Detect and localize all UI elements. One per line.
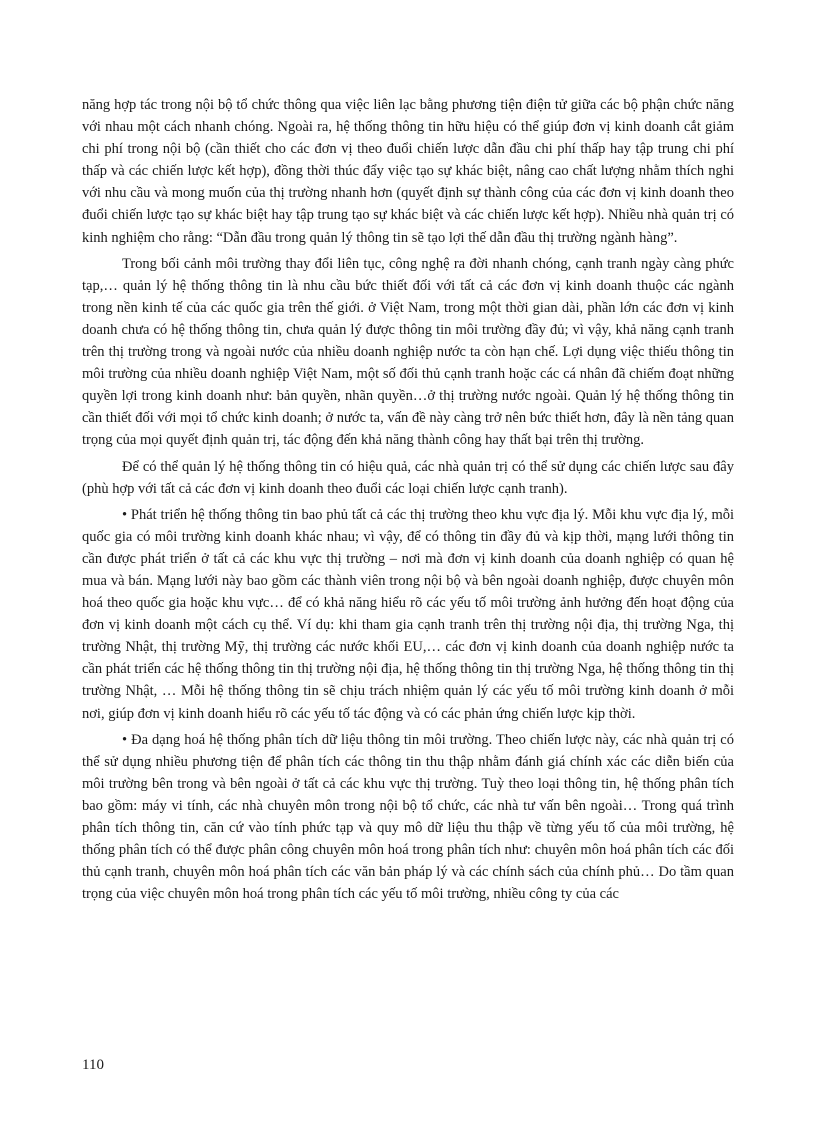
body-text <box>82 94 734 909</box>
bullet-paragraph-1: • Phát triển hệ thống thông tin bao phủ tất cả các thị trường theo khu vực địa lý. Mỗi khu vực địa lý, mỗi quốc gia có môi trường kinh doanh khác nhau; vì vậy, để có thông tin đầy đủ và kịp thời, mạng lưới thông tin cần được phát triển ở tất cả các khu vực thị trường – nơi mà đơn vị kinh doanh của doanh nghiệp có quan hệ mua và bán. Mạng lưới này bao gồm các thành viên trong nội bộ và bên ngoài doanh nghiệp, được chuyên môn hoá theo quốc gia hoặc khu vực… để có khả năng hiểu rõ các yếu tố môi trường ảnh hưởng đến hoạt động của đơn vị kinh doanh một cách cụ thể. Ví dụ: khi tham gia cạnh tranh trên thị trường nội địa, thị trường Nga, thị trường Nhật, thị trường Mỹ, thị trường các nước khối EU,… các đơn vị kinh doanh của doanh nghiệp nước ta cần phát triển các hệ thống thông tin thị trường nội địa, hệ thống thông tin thị trường Nga, hệ thống thông tin thị trường Nhật, … Mỗi hệ thống thông tin sẽ chịu trách nhiệm quản lý các yếu tố môi trường kinh doanh ở mỗi nơi, giúp đơn vị kinh doanh hiểu rõ các yếu tố tác động và có các phản ứng chiến lược kịp thời. <box>82 506 734 722</box>
paragraph-3: Để có thể quản lý hệ thống thông tin có hiệu quả, các nhà quản trị có thể sử dụng các chiến lược sau đây (phù hợp với tất cả các đơn vị kinh doanh theo đuổi các loại chiến lược cạnh tranh). <box>82 458 734 497</box>
paragraph-1: năng hợp tác trong nội bộ tổ chức thông qua việc liên lạc bằng phương tiện điện tử giữa các bộ phận chức năng với nhau một cách nhanh chóng. Ngoài ra, hệ thống thông tin hữu hiệu có thể giúp đơn vị kinh doanh cắt giảm chi phí trong nội bộ (cần thiết cho các đơn vị theo đuổi chiến lược dẫn đầu chi phí thấp hay tập trung chi phí thấp và các chiến lược kết hợp), đồng thời thúc đẩy việc tạo sự khác biệt, nâng cao chất lượng nhằm thích nghi với nhu cầu và mong muốn của thị trường nhanh hơn (quyết định sự thành công của các đơn vị kinh doanh theo đuổi chiến lược tạo sự khác biệt hay tập trung tạo sự khác biệt và các chiến lược kết hợp). Nhiều nhà quản trị có kinh nghiệm cho rằng: “Dẫn đầu trong quản lý thông tin sẽ tạo lợi thế dẫn đầu thị trường ngành hàng”. <box>82 97 734 246</box>
bullet-paragraph-2: • Đa dạng hoá hệ thống phân tích dữ liệu thông tin môi trường. Theo chiến lược này, các nhà quản trị có thể sử dụng nhiều phương tiện để phân tích các thông tin thu thập nhằm đánh giá chính xác các diễn biến của môi trường bên trong và bên ngoài ở tất cả các khu vực thị trường. Tuỳ theo loại thông tin, hệ thống phân tích bao gồm: máy vi tính, các nhà chuyên môn trong nội bộ tổ chức, các nhà tư vấn bên ngoài… Trong quá trình phân tích thông tin, căn cứ vào tính phức tạp và quy mô dữ liệu thu thập về từng yếu tố của môi trường, hệ thống phân tích có thể được phân công chuyên môn hoá trong phân tích như: chuyên môn hoá phân tích các đối thủ cạnh tranh, chuyên môn hoá phân tích các văn bản pháp lý và các chính sách của chính phủ… Do tầm quan trọng của việc chuyên môn hoá trong phân tích các yếu tố môi trường, nhiều công ty của các <box>82 731 734 903</box>
page-number: 110 <box>82 1057 104 1073</box>
paragraph-2: Trong bối cảnh môi trường thay đổi liên tục, công nghệ ra đời nhanh chóng, cạnh tranh ngày càng phức tạp,… quản lý hệ thống thông tin là nhu cầu bức thiết đối với tất cả các đơn vị kinh doanh thuộc các ngành trong nền kinh tế của các quốc gia trên thế giới. ở Việt Nam, trong một thời gian dài, phần lớn các đơn vị kinh doanh chưa có hệ thống thông tin, chưa quản lý được thông tin môi trường đầy đủ; vì vậy, khả năng cạnh tranh trên thị trường trong và ngoài nước của nhiều doanh nghiệp nước ta còn hạn chế. Lợi dụng việc thiếu thông tin môi trường của nhiều doanh nghiệp Việt Nam, một số đối thủ cạnh tranh hoặc các cá nhân đã chiếm đoạt những quyền lợi trong kinh doanh như: bản quyền, nhãn quyền…ở thị trường nước ngoài. Quản lý hệ thống thông tin cần thiết đối với mọi tổ chức kinh doanh; ở nước ta, vấn đề này càng trở nên bức thiết hơn, đây là nền tảng quan trọng của mọi quyết định quản trị, tác động đến khả năng thành công hay thất bại trên thị trường. <box>82 255 734 449</box>
